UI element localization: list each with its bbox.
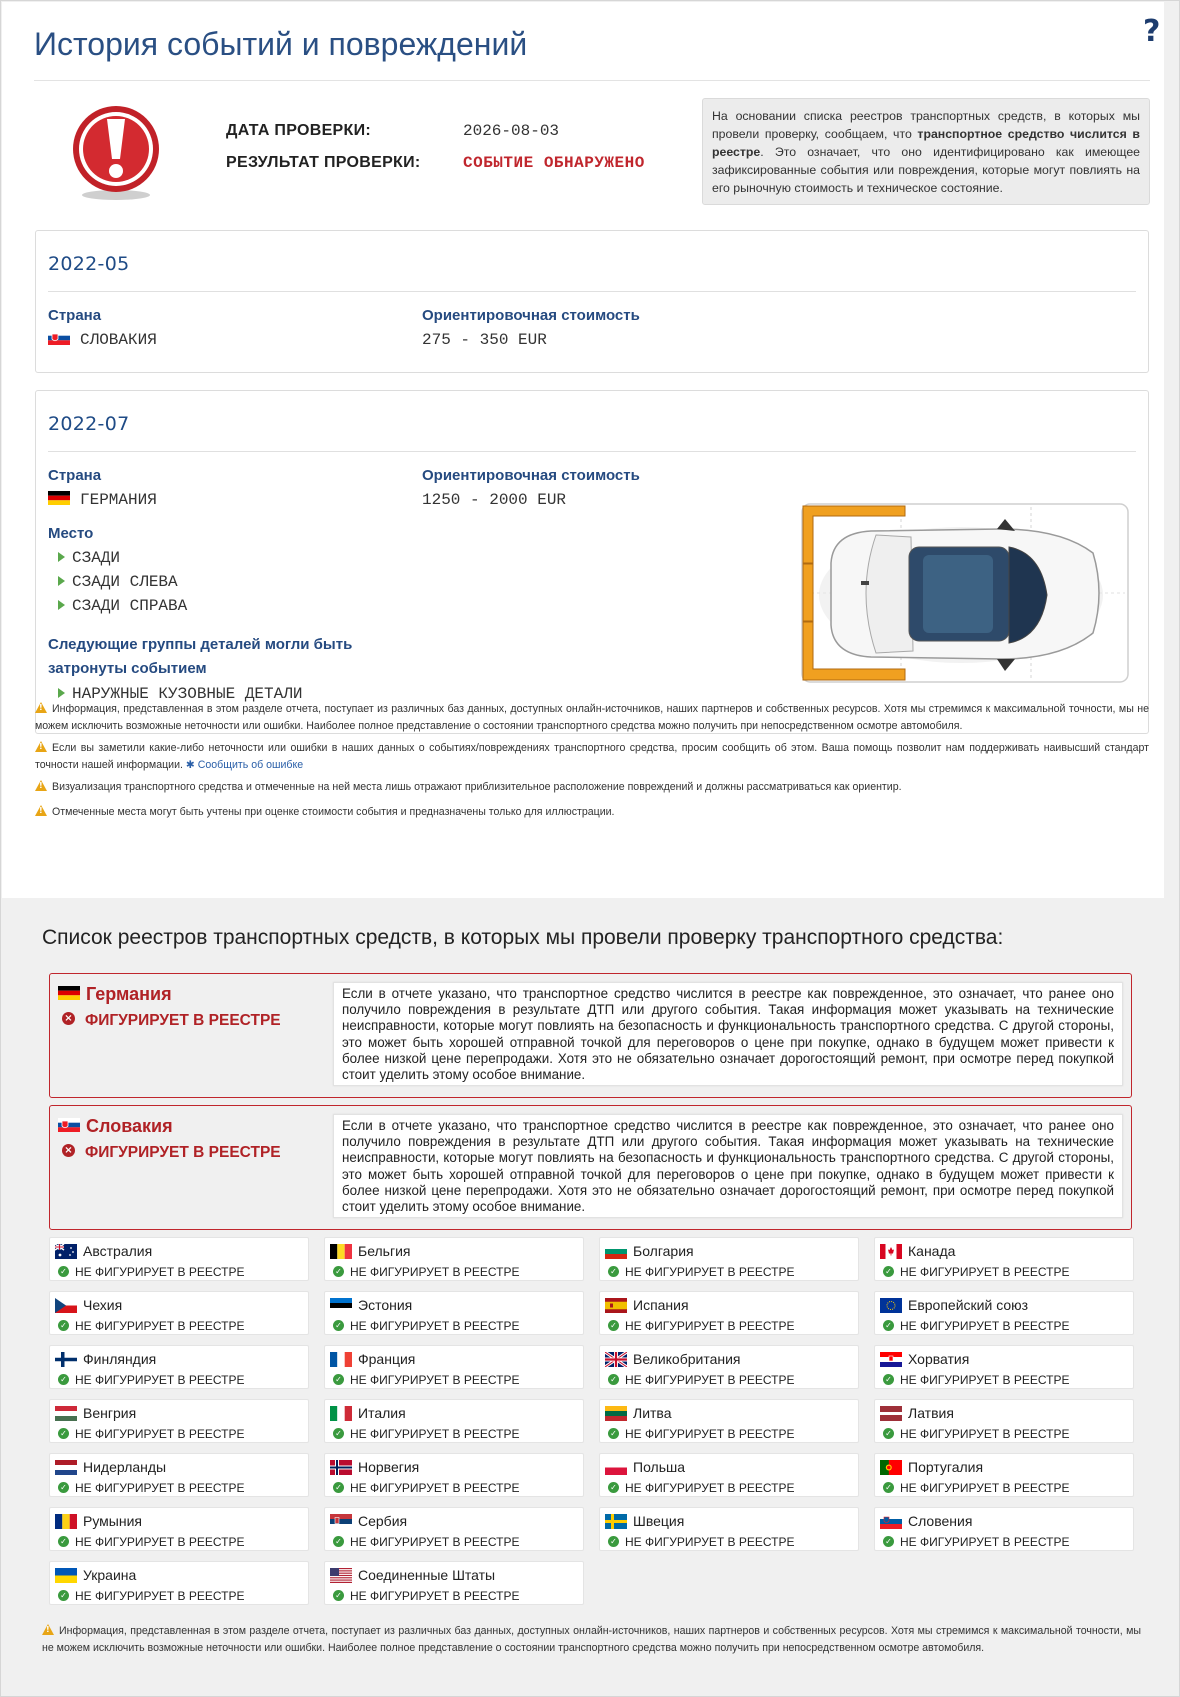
registry-clean-serbia bbox=[324, 1507, 584, 1551]
registry-clean-italy bbox=[324, 1399, 584, 1443]
event-card-2022-05 bbox=[35, 230, 1149, 373]
info-text-bold: транспортное средство числится в реестре bbox=[712, 127, 1140, 159]
estonia-flag-icon bbox=[330, 1298, 352, 1313]
check-circle-icon: ✓ bbox=[58, 1374, 69, 1385]
registry-status: ✓ НЕ ФИГУРИРУЕТ В РЕЕСТРЕ bbox=[333, 1589, 520, 1603]
ukraine-flag-icon bbox=[55, 1568, 77, 1583]
x-circle-icon: × bbox=[62, 1144, 75, 1157]
registry-status: ✓ НЕ ФИГУРИРУЕТ В РЕЕСТРЕ bbox=[608, 1319, 795, 1333]
country-name: ГЕРМАНИЯ bbox=[80, 491, 157, 509]
australia-flag-icon bbox=[55, 1244, 77, 1259]
registry-country: Австралия bbox=[83, 1243, 153, 1259]
norway-flag-icon bbox=[330, 1460, 352, 1475]
lithuania-flag-icon bbox=[605, 1406, 627, 1421]
registry-country: Венгрия bbox=[83, 1405, 137, 1421]
registry-clean-finland bbox=[49, 1345, 309, 1389]
registry-clean-spain bbox=[599, 1291, 859, 1335]
registry-status: ✓ НЕ ФИГУРИРУЕТ В РЕЕСТРЕ bbox=[58, 1265, 245, 1279]
check-circle-icon: ✓ bbox=[608, 1320, 619, 1331]
alert-exclamation-icon bbox=[70, 105, 162, 201]
portugal-flag-icon bbox=[880, 1460, 902, 1475]
registry-country: Украина bbox=[83, 1567, 137, 1583]
registry-status: ✓ НЕ ФИГУРИРУЕТ В РЕЕСТРЕ bbox=[58, 1589, 245, 1603]
registry-country: Румыния bbox=[83, 1513, 143, 1529]
registry-status: ✓ НЕ ФИГУРИРУЕТ В РЕЕСТРЕ bbox=[608, 1535, 795, 1549]
check-circle-icon: ✓ bbox=[333, 1482, 344, 1493]
registry-status: ✓ НЕ ФИГУРИРУЕТ В РЕЕСТРЕ bbox=[333, 1319, 520, 1333]
registry-country: Канада bbox=[908, 1243, 956, 1259]
registry-country: Чехия bbox=[83, 1297, 123, 1313]
netherlands-flag-icon bbox=[55, 1460, 77, 1475]
check-circle-icon: ✓ bbox=[333, 1320, 344, 1331]
warning-icon bbox=[35, 702, 47, 713]
registry-status: ✓ НЕ ФИГУРИРУЕТ В РЕЕСТРЕ bbox=[333, 1481, 520, 1495]
check-circle-icon: ✓ bbox=[883, 1482, 894, 1493]
spain-flag-icon bbox=[605, 1298, 627, 1313]
check-circle-icon: ✓ bbox=[58, 1428, 69, 1439]
registry-status: ✓ НЕ ФИГУРИРУЕТ В РЕЕСТРЕ bbox=[883, 1265, 1070, 1279]
disclaimer-note: !Информация, представленная в этом разделе отчета, поступает из различных баз данных, доступных онлайн-источников, наших партнеров и собственных ресурсов. Хотя мы стремимся к максимальной точности, мы не можем исключить возможные неточности или ошибки. Наиболее полное представление о состоянии транспортного средства можно получить при непосредственном осмотре автомобиля. bbox=[35, 701, 1149, 735]
warning-icon bbox=[42, 1624, 54, 1635]
event-card-2022-07 bbox=[35, 390, 1149, 734]
registry-country: Словакия bbox=[58, 1116, 173, 1137]
check-circle-icon: ✓ bbox=[608, 1428, 619, 1439]
registry-explanation: Если в отчете указано, что транспортное средство числится в реестре как поврежденное, это означает, что ранее оно получило повреждения в результате ДТП или другого события. Такая информация может указывать на технические неисправности, которые могут повлиять на безопасность и функциональность транспортного средства. С другой стороны, это может быть хорошей отправной точкой для переговоров о цене при покупке, однако в будущем может привести к более низкой цене перепродажи. Хотя это не обязательно означает дорогостоящий ремонт, при осмотре перед покупкой стоит уделить этому особое внимание. bbox=[333, 1114, 1123, 1218]
question-icon[interactable]: ? bbox=[1143, 14, 1161, 49]
registry-country: Словения bbox=[908, 1513, 973, 1529]
country-value bbox=[48, 491, 157, 509]
bug-icon: ✱ bbox=[185, 759, 195, 771]
registry-country: Португалия bbox=[908, 1459, 984, 1475]
cost-value: 275 - 350 EUR bbox=[422, 331, 547, 349]
registry-country: Европейский союз bbox=[908, 1297, 1029, 1313]
registry-status: ✓ НЕ ФИГУРИРУЕТ В РЕЕСТРЕ bbox=[608, 1427, 795, 1441]
registry-info-box bbox=[702, 98, 1150, 205]
registry-flagged-slovakia bbox=[49, 1105, 1132, 1230]
registry-clean-bulgaria bbox=[599, 1237, 859, 1281]
slovenia-flag-icon bbox=[880, 1514, 902, 1529]
registry-status: ✓ НЕ ФИГУРИРУЕТ В РЕЕСТРЕ bbox=[608, 1373, 795, 1387]
check-circle-icon: ✓ bbox=[333, 1536, 344, 1547]
marked-places-note: !Отмеченные места могут быть учтены при оценке стоимости события и предназначены только для иллюстрации. bbox=[35, 804, 1149, 821]
country-value bbox=[48, 331, 157, 349]
country-label: Страна bbox=[48, 307, 102, 324]
registry-country: Бельгия bbox=[358, 1243, 411, 1259]
report-error-link[interactable]: Сообщить об ошибке bbox=[197, 759, 304, 771]
registry-clean-netherlands bbox=[49, 1453, 309, 1497]
registry-status: ✓ НЕ ФИГУРИРУЕТ В РЕЕСТРЕ bbox=[333, 1265, 520, 1279]
registry-status: ✓ НЕ ФИГУРИРУЕТ В РЕЕСТРЕ bbox=[58, 1373, 245, 1387]
place-item: СЗАДИ bbox=[58, 549, 120, 567]
card-divider bbox=[48, 291, 1136, 292]
registry-clean-belgium bbox=[324, 1237, 584, 1281]
registry-country: Польша bbox=[633, 1459, 686, 1475]
registry-explanation: Если в отчете указано, что транспортное средство числится в реестре как поврежденное, это означает, что ранее оно получило повреждения в результате ДТП или другого события. Такая информация может указывать на технические неисправности, которые могут повлиять на безопасность и функциональность транспортного средства. С другой стороны, это может быть хорошей отправной точкой для переговоров о цене при покупке, однако в будущем может привести к более низкой цене перепродажи. Хотя это не обязательно означает дорогостоящий ремонт, при осмотре перед покупкой стоит уделить этому особое внимание. bbox=[333, 982, 1123, 1086]
cost-value: 1250 - 2000 EUR bbox=[422, 491, 567, 509]
registry-status: ✓ НЕ ФИГУРИРУЕТ В РЕЕСТРЕ bbox=[883, 1481, 1070, 1495]
latvia-flag-icon bbox=[880, 1406, 902, 1421]
bulgaria-flag-icon bbox=[605, 1244, 627, 1259]
registry-status: ✓ НЕ ФИГУРИРУЕТ В РЕЕСТРЕ bbox=[883, 1427, 1070, 1441]
registry-country: Франция bbox=[358, 1351, 416, 1367]
check-circle-icon: ✓ bbox=[608, 1482, 619, 1493]
car-damage-diagram bbox=[801, 503, 1131, 685]
registry-clean-hungary bbox=[49, 1399, 309, 1443]
registry-status: ✓ НЕ ФИГУРИРУЕТ В РЕЕСТРЕ bbox=[333, 1535, 520, 1549]
title-divider bbox=[34, 80, 1150, 81]
germany-flag-icon bbox=[58, 986, 80, 1000]
registry-clean-croatia bbox=[874, 1345, 1134, 1389]
registry-status: ✓ НЕ ФИГУРИРУЕТ В РЕЕСТРЕ bbox=[58, 1535, 245, 1549]
france-flag-icon bbox=[330, 1352, 352, 1367]
registry-country: Сербия bbox=[358, 1513, 408, 1529]
registry-clean-ukraine bbox=[49, 1561, 309, 1605]
registry-country: Соединенные Штаты bbox=[358, 1567, 496, 1583]
hungary-flag-icon bbox=[55, 1406, 77, 1421]
check-date-label: ДАТА ПРОВЕРКИ: bbox=[226, 122, 372, 139]
usa-flag-icon bbox=[330, 1568, 352, 1583]
registries-disclaimer: !Информация, представленная в этом разделе отчета, поступает из различных баз данных, доступных онлайн-источников, наших партнеров и собственных ресурсов. Хотя мы стремимся к максимальной точности, мы не можем исключить возможные неточности или ошибки. Наиболее полное представление о состоянии транспортного средства можно получить при непосредственном осмотре автомобиля. bbox=[42, 1623, 1141, 1657]
registry-clean-canada bbox=[874, 1237, 1134, 1281]
check-circle-icon: ✓ bbox=[58, 1320, 69, 1331]
registry-clean-romania bbox=[49, 1507, 309, 1551]
eu-flag-icon bbox=[880, 1298, 902, 1313]
registry-country: Нидерланды bbox=[83, 1459, 167, 1475]
registry-clean-latvia bbox=[874, 1399, 1134, 1443]
registry-status: ✓ НЕ ФИГУРИРУЕТ В РЕЕСТРЕ bbox=[58, 1319, 245, 1333]
registry-status: ✓ НЕ ФИГУРИРУЕТ В РЕЕСТРЕ bbox=[58, 1481, 245, 1495]
events-section bbox=[2, 2, 1164, 898]
check-circle-icon: ✓ bbox=[333, 1428, 344, 1439]
event-date: 2022-07 bbox=[48, 413, 130, 435]
cost-label: Ориентировочная стоимость bbox=[422, 307, 640, 324]
serbia-flag-icon bbox=[330, 1514, 352, 1529]
info-text-post: . Это означает, что оно идентифицировано как имеющее зафиксированные события или повреждения, которые могут повлиять на его рыночную стоимость и техническое состояние. bbox=[712, 145, 1140, 195]
registry-status: ✓ НЕ ФИГУРИРУЕТ В РЕЕСТРЕ bbox=[333, 1427, 520, 1441]
check-result-label: РЕЗУЛЬТАТ ПРОВЕРКИ: bbox=[226, 154, 421, 171]
country-label: Страна bbox=[48, 467, 102, 484]
check-circle-icon: ✓ bbox=[333, 1266, 344, 1277]
card-divider bbox=[48, 451, 1136, 452]
croatia-flag-icon bbox=[880, 1352, 902, 1367]
registry-country: Эстония bbox=[358, 1297, 413, 1313]
slovakia-flag-icon bbox=[58, 1118, 80, 1132]
canada-flag-icon bbox=[880, 1244, 902, 1259]
registry-country: Латвия bbox=[908, 1405, 954, 1421]
registries-title: Список реестров транспортных средств, в которых мы провели проверку транспортного средства: bbox=[42, 926, 1004, 949]
check-circle-icon: ✓ bbox=[58, 1536, 69, 1547]
warning-icon bbox=[35, 741, 47, 752]
registry-country: Германия bbox=[58, 984, 172, 1005]
czechia-flag-icon bbox=[55, 1298, 77, 1313]
germany-flag-icon bbox=[48, 491, 70, 505]
sweden-flag-icon bbox=[605, 1514, 627, 1529]
registry-clean-czechia bbox=[49, 1291, 309, 1335]
registry-country: Норвегия bbox=[358, 1459, 420, 1475]
registry-clean-lithuania bbox=[599, 1399, 859, 1443]
registry-clean-estonia bbox=[324, 1291, 584, 1335]
registry-country: Болгария bbox=[633, 1243, 694, 1259]
check-circle-icon: ✓ bbox=[608, 1536, 619, 1547]
check-circle-icon: ✓ bbox=[58, 1590, 69, 1601]
place-label: Место bbox=[48, 525, 94, 542]
check-circle-icon: ✓ bbox=[883, 1320, 894, 1331]
check-date-value: 2026-08-03 bbox=[463, 122, 560, 140]
poland-flag-icon bbox=[605, 1460, 627, 1475]
cost-label: Ориентировочная стоимость bbox=[422, 467, 640, 484]
place-item: СЗАДИ СЛЕВА bbox=[58, 573, 178, 591]
registry-status: ✓ НЕ ФИГУРИРУЕТ В РЕЕСТРЕ bbox=[883, 1535, 1070, 1549]
registry-status: ✓ НЕ ФИГУРИРУЕТ В РЕЕСТРЕ bbox=[883, 1373, 1070, 1387]
registry-clean-australia bbox=[49, 1237, 309, 1281]
belgium-flag-icon bbox=[330, 1244, 352, 1259]
visualization-note: !Визуализация транспортного средства и отмеченные на ней места лишь отражают приблизительное расположение повреждений и должны рассматриваться как ориентир. bbox=[35, 779, 1149, 796]
check-circle-icon: ✓ bbox=[883, 1428, 894, 1439]
registry-country: Италия bbox=[358, 1405, 406, 1421]
registry-country: Швеция bbox=[633, 1513, 685, 1529]
country-name: СЛОВАКИЯ bbox=[80, 331, 157, 349]
warning-icon bbox=[35, 780, 47, 791]
registry-clean-uk bbox=[599, 1345, 859, 1389]
slovakia-flag-icon bbox=[48, 331, 70, 345]
italy-flag-icon bbox=[330, 1406, 352, 1421]
check-circle-icon: ✓ bbox=[883, 1374, 894, 1385]
report-error-note: !Если вы заметили какие-либо неточности или ошибки в наших данных о событиях/повреждениях транспортного средства, просим сообщить об этом. Ваша помощь позволит нам поддерживать наивысший стандарт точности нашей информации. ✱ Сообщить об ошибке bbox=[35, 740, 1149, 774]
warning-icon bbox=[35, 805, 47, 816]
registry-country: Испания bbox=[633, 1297, 689, 1313]
check-circle-icon: ✓ bbox=[58, 1266, 69, 1277]
registry-clean-portugal bbox=[874, 1453, 1134, 1497]
check-circle-icon: ✓ bbox=[883, 1536, 894, 1547]
registry-country: Финляндия bbox=[83, 1351, 157, 1367]
registry-status: × ФИГУРИРУЕТ В РЕЕСТРЕ bbox=[62, 1144, 281, 1162]
uk-flag-icon bbox=[605, 1352, 627, 1367]
parts-groups-label: Следующие группы деталей могли быть затронуты событием bbox=[48, 636, 353, 677]
registry-country: Великобритания bbox=[633, 1351, 741, 1367]
registry-status: ✓ НЕ ФИГУРИРУЕТ В РЕЕСТРЕ bbox=[333, 1373, 520, 1387]
registry-clean-poland bbox=[599, 1453, 859, 1497]
registry-clean-usa bbox=[324, 1561, 584, 1605]
place-item: СЗАДИ СПРАВА bbox=[58, 597, 187, 615]
registry-status: ✓ НЕ ФИГУРИРУЕТ В РЕЕСТРЕ bbox=[608, 1481, 795, 1495]
registry-country: Хорватия bbox=[908, 1351, 970, 1367]
registry-flagged-germany bbox=[49, 973, 1132, 1098]
registry-status: ✓ НЕ ФИГУРИРУЕТ В РЕЕСТРЕ bbox=[58, 1427, 245, 1441]
check-circle-icon: ✓ bbox=[608, 1266, 619, 1277]
check-result-value: СОБЫТИЕ ОБНАРУЖЕНО bbox=[463, 154, 645, 172]
registry-status: × ФИГУРИРУЕТ В РЕЕСТРЕ bbox=[62, 1012, 281, 1030]
event-date: 2022-05 bbox=[48, 253, 130, 275]
registry-clean-france bbox=[324, 1345, 584, 1389]
check-circle-icon: ✓ bbox=[333, 1374, 344, 1385]
finland-flag-icon bbox=[55, 1352, 77, 1367]
page-title: История событий и повреждений bbox=[34, 26, 528, 62]
registry-clean-slovenia bbox=[874, 1507, 1134, 1551]
registry-status: ✓ НЕ ФИГУРИРУЕТ В РЕЕСТРЕ bbox=[883, 1319, 1070, 1333]
registry-clean-norway bbox=[324, 1453, 584, 1497]
check-circle-icon: ✓ bbox=[58, 1482, 69, 1493]
romania-flag-icon bbox=[55, 1514, 77, 1529]
parts-group-item: НАРУЖНЫЕ КУЗОВНЫЕ ДЕТАЛИ bbox=[58, 685, 302, 703]
check-circle-icon: ✓ bbox=[608, 1374, 619, 1385]
check-circle-icon: ✓ bbox=[883, 1266, 894, 1277]
info-text-pre: На основании списка реестров транспортных средств, в которых мы провели проверку, сообщаем, что bbox=[712, 109, 1140, 141]
registry-status: ✓ НЕ ФИГУРИРУЕТ В РЕЕСТРЕ bbox=[608, 1265, 795, 1279]
registry-country: Литва bbox=[633, 1405, 672, 1421]
x-circle-icon: × bbox=[62, 1012, 75, 1025]
check-circle-icon: ✓ bbox=[333, 1590, 344, 1601]
registry-clean-sweden bbox=[599, 1507, 859, 1551]
registry-clean-eu bbox=[874, 1291, 1134, 1335]
